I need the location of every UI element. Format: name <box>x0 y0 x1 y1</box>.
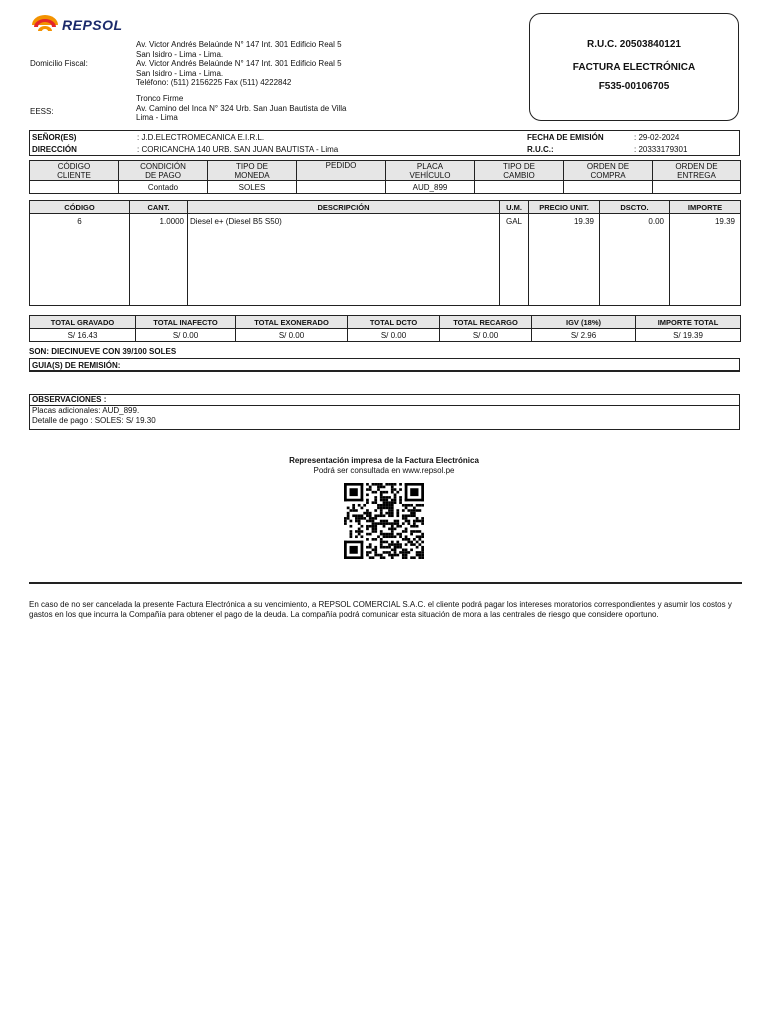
item-codigo: 6 <box>30 214 130 306</box>
observaciones-line: Detalle de pago : SOLES: S/ 19.30 <box>32 415 156 425</box>
repsol-logo <box>30 14 126 38</box>
eess-line: Av. Camino del Inca N° 324 Urb. San Juan Bautista de Villa <box>136 103 347 113</box>
address-line: Av. Victor Andrés Belaúnde N° 147 Int. 301 Edificio Real 5 <box>136 40 342 49</box>
items-table <box>29 200 741 306</box>
client-ruc-label: R.U.C.: <box>527 145 554 154</box>
col-header: ORDEN DE COMPRA <box>564 161 653 181</box>
items-header: DESCRIPCIÓN <box>188 201 500 214</box>
totals-table <box>29 315 741 342</box>
observaciones-box <box>29 394 740 430</box>
header-info-table <box>29 160 741 194</box>
cell-value <box>475 181 564 194</box>
eess-name: Tronco Firme <box>136 93 184 103</box>
totals-header: IMPORTE TOTAL <box>636 316 741 329</box>
total-gravado: S/ 16.43 <box>30 329 136 342</box>
importe-total: S/ 19.39 <box>636 329 741 342</box>
footer-note: En caso de no ser cancelada la presente Factura Electrónica a su vencimiento, a REPSOL COMERCIAL S.A.C. el cliente podrá pagar los intereses moratorios correspondientes y asumir los costos y gastos en los que incurra la Compañía para obtener el pago de la deuda. La compañía podrá comunicar esta situación de mora a las centrales de riesgo que considere oportuno. <box>29 600 732 619</box>
items-header: DSCTO. <box>600 201 670 214</box>
items-header: CANT. <box>130 201 188 214</box>
total-dcto: S/ 0.00 <box>348 329 440 342</box>
qr-code-icon <box>344 483 424 559</box>
items-header: PRECIO UNIT. <box>529 201 600 214</box>
fiscal-line: San Isidro - Lima - Lima. <box>136 68 224 78</box>
client-box <box>29 130 740 156</box>
senor-label: SEÑOR(ES) <box>32 133 77 142</box>
representation-subtitle: Podrá ser consultada en www.repsol.pe <box>313 466 455 475</box>
item-importe: 19.39 <box>670 214 741 306</box>
item-cant: 1.0000 <box>130 214 188 306</box>
fecha-label: FECHA DE EMISIÓN <box>527 133 604 142</box>
totals-header: TOTAL INAFECTO <box>136 316 236 329</box>
fecha-value: : 29-02-2024 <box>634 133 680 142</box>
col-header: TIPO DE CAMBIO <box>475 161 564 181</box>
col-header: PLACA VEHÍCULO <box>386 161 475 181</box>
ruc-box <box>529 13 739 121</box>
senor-value: : J.D.ELECTROMECANICA E.I.R.L. <box>137 133 265 142</box>
client-ruc-value: : 20333179301 <box>634 145 688 154</box>
cell-value <box>297 181 386 194</box>
cell-value: Contado <box>119 181 208 194</box>
fiscal-label: Domicilio Fiscal: <box>30 59 88 68</box>
item-um: GAL <box>500 214 529 306</box>
brand-name: REPSOL <box>62 17 123 33</box>
totals-header: TOTAL DCTO <box>348 316 440 329</box>
item-descripcion: Diesel e+ (Diesel B5 S50) <box>188 214 500 306</box>
doc-type: FACTURA ELECTRÓNICA <box>572 62 696 73</box>
totals-header: TOTAL GRAVADO <box>30 316 136 329</box>
phone-line: Teléfono: (511) 2156225 Fax (511) 4222842 <box>136 78 292 88</box>
cell-value <box>653 181 741 194</box>
items-header: IMPORTE <box>670 201 741 214</box>
observaciones-label: OBSERVACIONES : <box>30 395 739 406</box>
doc-ruc: R.U.C. 20503840121 <box>587 39 681 50</box>
fiscal-line: Av. Victor Andrés Belaúnde N° 147 Int. 301 Edificio Real 5 <box>136 59 342 69</box>
total-exonerado: S/ 0.00 <box>236 329 348 342</box>
doc-number: F535-00106705 <box>598 81 670 92</box>
col-header: TIPO DE MONEDA <box>208 161 297 181</box>
totals-header: TOTAL EXONERADO <box>236 316 348 329</box>
col-header: CONDICIÓN DE PAGO <box>119 161 208 181</box>
representation-title: Representación impresa de la Factura Electrónica <box>289 456 479 465</box>
eess-label: EESS: <box>30 107 54 116</box>
col-header: ORDEN DE ENTREGA <box>653 161 741 181</box>
emitter-address <box>136 40 346 123</box>
observaciones-line: Placas adicionales: AUD_899. <box>32 406 140 415</box>
guias-box <box>29 358 740 372</box>
total-inafecto: S/ 0.00 <box>136 329 236 342</box>
repsol-logo-icon <box>30 14 60 38</box>
cell-value <box>564 181 653 194</box>
total-recargo: S/ 0.00 <box>440 329 532 342</box>
table-row <box>30 214 741 306</box>
address-line: San Isidro - Lima - Lima. <box>136 49 224 59</box>
total-igv: S/ 2.96 <box>532 329 636 342</box>
cell-value: SOLES <box>208 181 297 194</box>
cell-value <box>30 181 119 194</box>
direccion-value: : CORICANCHA 140 URB. SAN JUAN BAUTISTA - Lima <box>137 145 339 154</box>
totals-header: TOTAL RECARGO <box>440 316 532 329</box>
direccion-label: DIRECCIÓN <box>32 145 77 154</box>
col-header: CÓDIGO CLIENTE <box>30 161 119 181</box>
totals-header: IGV (18%) <box>532 316 636 329</box>
items-header: CÓDIGO <box>30 201 130 214</box>
items-header: U.M. <box>500 201 529 214</box>
item-precio: 19.39 <box>529 214 600 306</box>
separator <box>29 582 742 584</box>
qr-code <box>344 483 424 559</box>
amount-in-words: SON: DIECINUEVE CON 39/100 SOLES <box>29 347 177 356</box>
eess-line: Lima - Lima <box>136 113 178 123</box>
guias-label: GUIA(S) DE REMISIÓN: <box>32 361 121 370</box>
col-header: PEDIDO <box>297 161 386 181</box>
item-dscto: 0.00 <box>600 214 670 306</box>
cell-value: AUD_899 <box>386 181 475 194</box>
